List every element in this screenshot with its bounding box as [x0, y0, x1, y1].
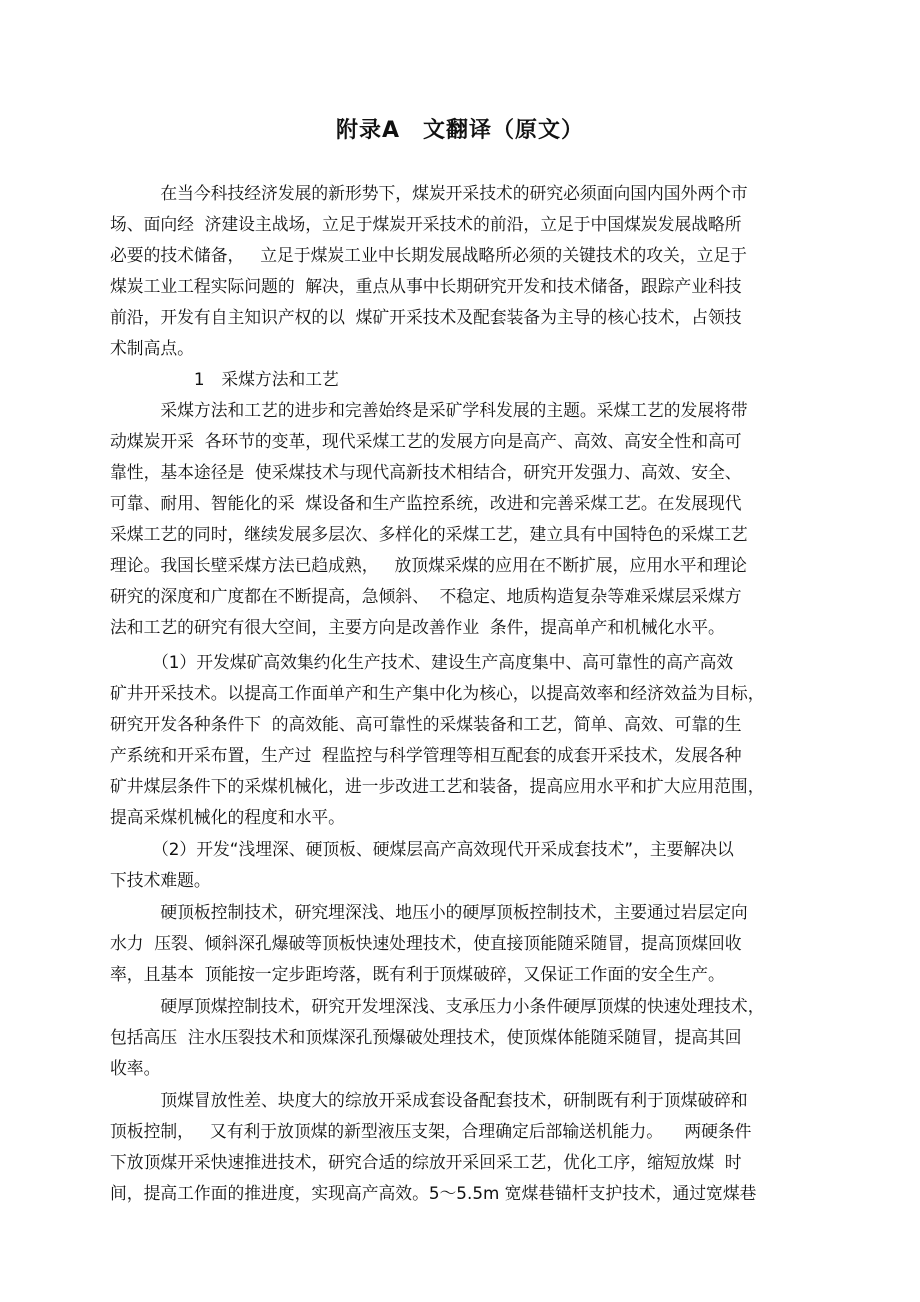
- text-line: 下技术难题。: [110, 870, 211, 890]
- text-line: 矿井煤层条件下的采煤机械化，进一步改进工艺和装备，提高应用水平和扩大应用范围，: [110, 776, 765, 796]
- text-line: 可靠、耐用、智能化的采 煤设备和生产监控系统，改进和完善采煤工艺。在发展现代: [110, 493, 742, 513]
- text-line: 率，且基本 顶能按一定步距垮落，既有利于顶煤破碎，又保证工作面的安全生产。: [110, 964, 725, 984]
- text-line: 术制高点。: [110, 338, 194, 358]
- text-line: 硬厚顶煤控制技术，研究开发埋深浅、支承压力小条件硬厚顶煤的快速处理技术，: [110, 996, 765, 1016]
- text-line: 间，提高工作面的推进度，实现高产高效。5～5.5m 宽煤巷锚杆支护技术，通过宽煤巷: [110, 1183, 757, 1203]
- page-title: 附录A 文翻译（原文）: [335, 118, 585, 143]
- text-line: 动煤炭开采 各环节的变革，现代采煤工艺的发展方向是高产、高效、高安全性和高可: [110, 431, 742, 451]
- text-line: 煤炭工业工程实际问题的 解决，重点从事中长期研究开发和技术储备，跟踪产业科技: [110, 276, 742, 296]
- text-line: 研究的深度和广度都在不断提高，急倾斜、 不稳定、地质构造复杂等难采煤层采煤方: [110, 586, 742, 606]
- text-line: 必要的技术储备， 立足于煤炭工业中长期发展战略所必须的关键技术的攻关，立足于: [110, 245, 747, 265]
- text-line: （2）开发“浅埋深、硬顶板、硬煤层高产高效现代开采成套技术”，主要解决以: [110, 839, 734, 859]
- text-line: 下放顶煤开采快速推进技术，研究合适的综放开采回采工艺，优化工序，缩短放煤 时: [110, 1152, 742, 1172]
- text-line: 包括高压 注水压裂技术和顶煤深孔预爆破处理技术，使顶煤体能随采随冒，提高其回: [110, 1027, 742, 1047]
- text-line: 在当今科技经济发展的新形势下，煤炭开采技术的研究必须面向国内国外两个市: [110, 183, 748, 203]
- text-line: 收率。: [110, 1058, 161, 1078]
- text-line: 采煤工艺的同时，继续发展多层次、多样化的采煤工艺，建立具有中国特色的采煤工艺: [110, 524, 748, 544]
- text-line: （1）开发煤矿高效集约化生产技术、建设生产高度集中、高可靠性的高产高效: [110, 652, 734, 672]
- text-line: 水力 压裂、倾斜深孔爆破等顶板快速处理技术，使直接顶能随采随冒，提高顶煤回收: [110, 933, 742, 953]
- text-line: 采煤方法和工艺的进步和完善始终是采矿学科发展的主题。采煤工艺的发展将带: [110, 400, 748, 420]
- text-line: 产系统和开采布置，生产过 程监控与科学管理等相互配套的成套开采技术，发展各种: [110, 745, 742, 765]
- text-line: 法和工艺的研究有很大空间，主要方向是改善作业 条件，提高单产和机械化水平。: [110, 617, 725, 637]
- text-line: 提高采煤机械化的程度和水平。: [110, 807, 345, 827]
- text-line: 研究开发各种条件下 的高效能、高可靠性的采煤装备和工艺，简单、高效、可靠的生: [110, 714, 742, 734]
- text-line: 前沿，开发有自主知识产权的以 煤矿开采技术及配套装备为主导的核心技术，占领技: [110, 307, 742, 327]
- text-line: 场、面向经 济建设主战场，立足于煤炭开采技术的前沿，立足于中国煤炭发展战略所: [110, 214, 742, 234]
- text-line: 1 采煤方法和工艺: [110, 369, 339, 389]
- text-line: 顶板控制， 又有利于放顶煤的新型液压支架，合理确定后部输送机能力。 两硬条件: [110, 1121, 752, 1141]
- text-line: 顶煤冒放性差、块度大的综放开采成套设备配套技术，研制既有利于顶煤破碎和: [110, 1090, 748, 1110]
- text-line: 理论。我国长壁采煤方法已趋成熟， 放顶煤采煤的应用在不断扩展，应用水平和理论: [110, 555, 747, 575]
- text-line: 矿井开采技术。以提高工作面单产和生产集中化为核心，以提高效率和经济效益为目标，: [110, 683, 765, 703]
- text-line: 硬顶板控制技术，研究埋深浅、地压小的硬厚顶板控制技术，主要通过岩层定向: [110, 902, 748, 922]
- text-line: 靠性，基本途径是 使采煤技术与现代高新技术相结合，研究开发强力、高效、安全、: [110, 462, 742, 482]
